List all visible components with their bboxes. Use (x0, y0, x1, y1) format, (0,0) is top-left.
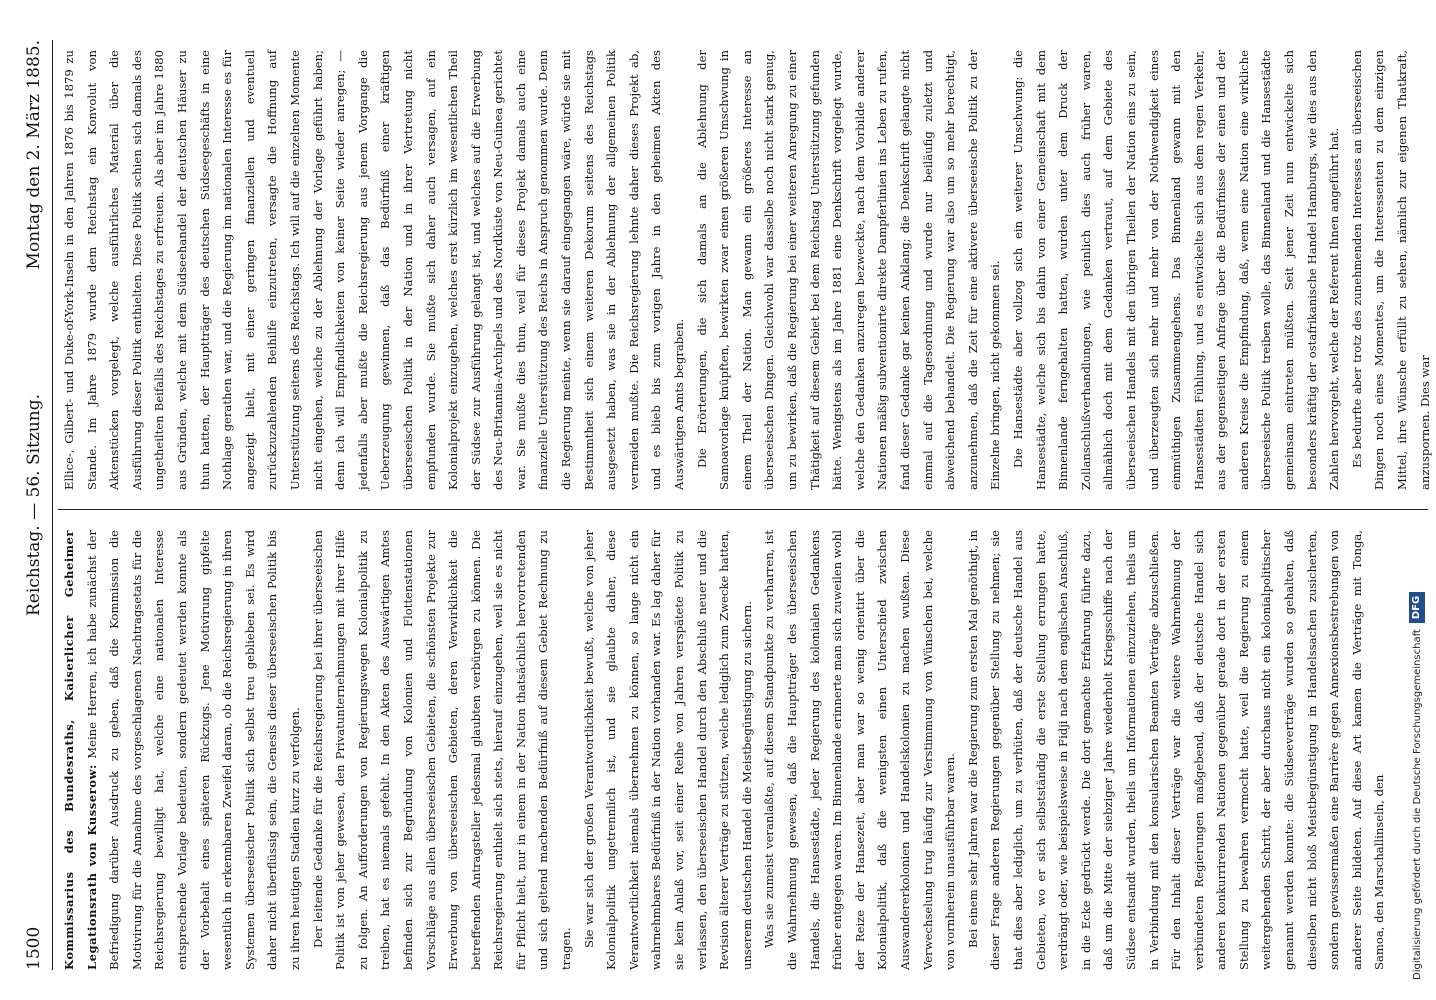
digitization-credit (1408, 0, 1430, 1000)
paragraph (58, 530, 307, 970)
paragraph: Der leitende Gedanke für die Reichsregierung bei ihrer überseeischen Politik ist von jeher gewesen, den Privatunternehmungen mit ihrer Hilfe zu folgen. An Aufforderungen von Regierungswegen Kolonialpolitik zu treiben, hat es niemals gefehlt. In den Akten des Auswärtigen Amtes befinden sich zur Begründung von Kolonien und Flottenstationen Vorschläge aus allen überseeischen Gebieten, die schönsten Projekte zur Erwerbung von überseeischen Gebieten, deren Verwirklichkeit die betreffenden Antragsteller jedesmal glaubten verbürgen zu können. Die Reichsregierung enthielt sich stets, hierauf einzugehen, weil sie es nicht für Pflicht hielt, nur in einem in der Nation thatsächlich hervortretenden und sich geltend machenden Bedürfniß auf diesem Gebiet Rechnung zu tragen. (310, 530, 574, 970)
header-rule (52, 40, 53, 970)
paragraph: Sie war sich der großen Verantwortlichkeit bewußt, welche von jeher Kolonialpolitik ungetrennlich ist, und sie glaubte daher, diese Verantwortlichkeit niemals übernehmen zu können, so lange nicht ein wahrnehmbares Bedürfniß in der Nation vorhanden war. Es lag daher für sie kein Anlaß vor, seit einer Reihe von Jahren verspätete Politik zu verlassen, den überseeischen Handel durch den Abschluß neuer und die Revision älterer Verträge zu stützen, welche lediglich zum Zwecke hatten, unserem deutschen Handel die Meistbegünstigung zu sichern. (581, 530, 754, 970)
paragraph: Bei einem sehr Jahren war die Regierung zum ersten Mal genöthigt, in dieser Frage anderen Regierungen gegenüber Stellung zu nehmen; sie that dies aber lediglich, um zu verhüten, daß der deutsche Handel aus Gebieten, wo er sich selbstständig die erste Stellung errungen hatte, verdrängt oder, wie beispielsweise in Fidji nach dem englischen Anschluß, in die Ecke gedrückt werde. Die dort gemachte Erfahrung führte dazu, daß um die Mitte der siebziger Jahre wiederholt Kriegsschiffe nach der Südsee entsandt wurden, theils um Informationen einzuziehen, theils um in Verbindung mit den konsularischen Beamten Verträge abzuschließen. Für den Inhalt dieser Verträge war die weitere Wahrnehmung der verbündeten Regierungen maßgebend, daß der deutsche Handel sich anderen konkurrirenden Nationen gegenüber gerade dort in der ersten Stellung zu bewahren vermocht hatte, weil die Regierung zu einem weitergehenden Schritt, der aber durchaus nicht ein kolonialpolitischer genannt werden konnte: die Südseeverträge wurden so gehalten, daß dieselben nicht bloß Meistbegünstigung in Handelssachen zusicherten, sondern gewissermaßen eine Barrière gegen Annexionsbestrebungen von anderer Seite bildeten. Auf diese Art kamen die Verträge mit Tonga, Samoa, den Marschallinseln, den (965, 530, 1387, 970)
paragraph-text: Meine Herren, ich habe zunächst der Befriedigung darüber Ausdruck zu geben, daß die Kommission die Motivirung für die Annahme des vorgeschlagenen Nachtragsetats für die Reichsregierung bewilligt hat, welche eine nationalen Interesse entsprechende Vorlage bedeuten, sondern gedeutet werden konnte als der Vorbehalt eines späteren Rückzugs. Jene Motivirung gipfelte wesentlich in erkennbaren Zweifel daran, ob die Reichsregierung in ihren Systemen überseeischer Politik sich selbst treu geblieben sei. Es wird daher nicht überflüssig sein, die Genesis dieser überseeischen Politik bis zu ihren heutigen Stadien kurz zu verfolgen. (84, 530, 302, 970)
dfg-logo: DFG (1409, 592, 1425, 623)
paragraph: Es bedurfte aber trotz des zunehmenden Interesses an überseeischen Dingen noch eines Momentes, um die Interessenten zu dem einzigen Mittel, ihre Wünsche erfüllt zu sehen, nämlich zur eigenen Thatkraft, anzuspornen. Dies war (1349, 50, 1432, 490)
speaker-name: Kommissarius des Bundesraths, Kaiserlicher Geheimer Legationsrath von Kusserow: (62, 530, 99, 970)
column-divider (58, 509, 1428, 510)
paragraph: Was sie zumeist veranlaßte, auf diesem Standpunkte zu verharren, ist die Wahrnehmung gewesen, daß die Hauptträger des überseeischen Handels, die Hansestädte, jeder Regierung des kolonialen Gedankens früher entgegen waren. Im Binnenlande erinnerte man sich zuweilen wohl der Reize der Hansezeit, aber man war so wenig orientirt über die Kolonialpolitik, daß die wenigsten einen Unterschied zwischen Auswandererkolonien und Handelskolonien zu machen wußten. Diese Verwechselung trug häufig zur Verstimmung von Wünschen bei, welche von vornherein unausführbar waren. (762, 530, 958, 970)
session-date: Montag den 2. März 1885. (24, 40, 44, 270)
text-column-left (58, 530, 1428, 970)
text-column-right (58, 50, 1432, 490)
paragraph: Die Hansestädte aber vollzog sich ein weiterer Umschwung: die Hansestädte, welche sich bis dahin von einer Gemeinschaft mit dem Binnenlande ferngehalten hatten, wurden unter dem Druck der Zollanschlußverhandlungen, wie peinlich dies auch früher waren, allmählich doch mit dem Gedanken vertraut, auf dem Gebiete des überseeischen Handels mit den übrigen Theilen der Nation eins zu sein, und überzeugten sich mehr und mehr von der Nothwendigkeit eines einmüthigen Zusammengehens. Das Binnenland gewann mit den Hansestädten Fühlung, und es entwickelte sich aus dem regen Verkehr, aus der gegenseitigen Anfrage über die Bedürfnisse der einen und der anderen Kreise die Empfindung, daß, wenn eine Nation eine wirkliche überseeische Politik treiben wolle, das Binnenland und die Hansestädte gemeinsam eintreten müßten. Seit jener Zeit nun entwickelte sich besonders kräftig der ostafrikanische Handel Hamburgs, wie dies aus den Zahlen hervorgeht, welche der Referent Ihnen angeführt hat. (1010, 50, 1342, 490)
paragraph: Die Erörterungen, die sich damals an die Ablehnung der Samoavorlage knüpften, bewirkten zwar einen größeren Umschwung in einem Theil der Nation. Man gewann ein größeres Interesse an überseeischen Dingen. Gleichwohl war dasselbe noch nicht stark genug, um zu bewirken, daß die Regierung bei einer weiteren Anregung zu einer Thätigkeit auf diesem Gebiet bei dem Reichstag Unterstützung gefunden hätte. Wenigstens als im Jahre 1881 eine Denkschrift vorgelegt wurde, welche den Gedanken anzuregen bezweckte, nach dem Vorbilde anderer Nationen mäßig subventionirte direkte Dampferlinien ins Leben zu rufen, fand dieser Gedanke gar keinen Anklang; die Denkschrift gelangte nicht einmal auf die Tagesordnung und wurde nur beiläufig zuletzt und abweichend behandelt. Die Regierung war also um so mehr berechtigt, anzunehmen, daß die Zeit für eine aktivere überseeische Politik zu der Einzelne bringen, nicht gekommen sei. (694, 50, 1003, 490)
running-header (20, 40, 48, 970)
paragraph: Ellice-, Gilbert- und Duke-of-York-Inseln in den Jahren 1876 bis 1879 zu Stande. Im Jahre 1879 wurde dem Reichstag ein Konvolut von Aktenstücken vorgelegt, welche ausführliches Material über die Ausführung dieser Politik enthielten. Diese Politik schien sich damals des ungetheilten Beifalls des Reichstages zu erfreuen. Als aber im Jahre 1880 aus Gründen, welche mit dem Südseehandel der deutschen Häuser zu thun hatten, der Hauptträger des deutschen Südseegeschäfts in eine Nothlage gerathen war, und die Regierung im nationalen Interesse es für angezeigt hielt, mit einer geringen finanziellen und eventuell zurückzuzahlenden Beihilfe einzutreten, versagte die Hoffnung auf Unterstützung seitens des Reichstags. Ich will auf die einzelnen Momente nicht eingehen, welche zu der Ablehnung der Vorlage geführt haben; denn ich will Empfindlichkeiten von keiner Seite wieder anregen; — jedenfalls aber mußte die Reichsregierung aus jenem Vorgange die Ueberzeugung gewinnen, daß das Bedürfniß einer kräftigen überseeischen Politik in der Nation und in ihrer Vertretung nicht empfunden wurde. Sie mußte sich daher auch versagen, auf ein Kolonialprojekt einzugehen, welches erst kürzlich im wesentlichen Theil der Südsee zur Ausführung gelangt ist, und welches auf die Erwerbung des Neu-Britannia-Archipels und des Nordküste von Neu-Guinea gerichtet war. Sie mußte dies thun, weil für dieses Projekt damals auch eine finanzielle Unterstützung des Reichs in Anspruch genommen wurde. Denn die Regierung meinte, wenn sie darauf eingegangen wäre, würde sie mit Bestimmtheit sich einem weiteren Dekorum seitens des Reichstags ausgesetzt haben, was sie in der Ablehnung der allgemeinen Politik vermeiden mußte. Die Reichsregierung lehnte daher dieses Projekt ab, und es blieb bis zum vorigen Jahre in den geheimen Akten des Auswärtigen Amts begraben. (62, 50, 687, 490)
credit-text: Digitalisierung gefördert durch die Deutsche Forschungsgemeinschaft (1412, 629, 1423, 980)
session-title: Reichstag. — 56. Sitzung. (24, 393, 44, 617)
page-number: 1500 (24, 926, 44, 970)
